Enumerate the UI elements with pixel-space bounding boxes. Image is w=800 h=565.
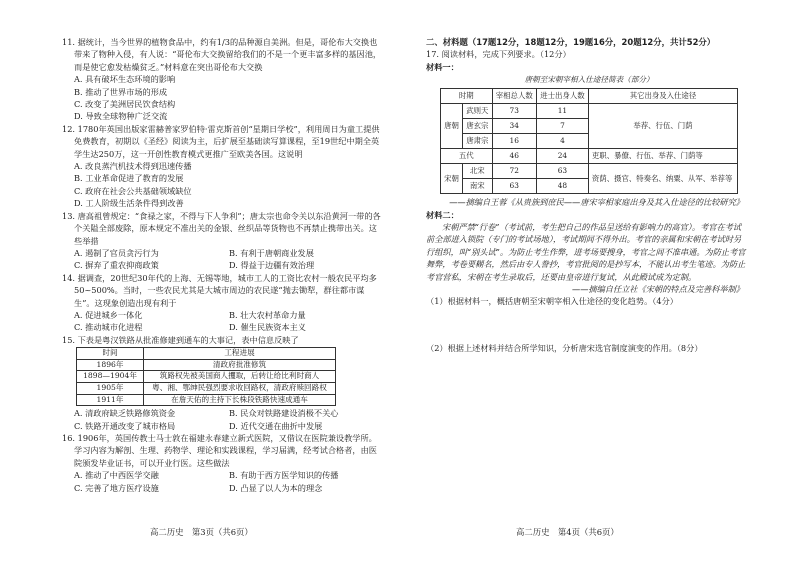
table-cell: 筑路权先被美国商人攫取，后转让给比利时商人	[144, 371, 336, 383]
question-12-option-d: D. 工人阶级生活条件得到改善	[74, 198, 184, 209]
table-row	[77, 371, 336, 383]
table-cell: 粤、湘、鄂绅民强烈要求收回路权，清政府赎回路权	[144, 382, 336, 394]
table-cell: 资荫、摄官、特奏名、纳粟、从军、举荐等	[588, 164, 737, 194]
question-12-option-a: A. 改良蒸汽机技术得到迅速传播	[74, 161, 192, 172]
table-cell: 1905年	[77, 382, 144, 394]
question-14-stem: 14. 据调查，20世纪30年代的上海、无锡等地，城市工人的工资比农村一般农民平均多50~500%。当时，一些农民尤其是大城市周边的农民遂“抛去锄犁，群往都市谋生”。这现象创造出现有利于	[62, 272, 377, 308]
table-header-cell: 时期	[441, 89, 493, 104]
question-12-stem: 12. 1780年英国出版家雷赫普家罗伯特·雷克斯首创“星期日学校”，利用周日为童工提供免费教育，初期以《圣经》阅读为主，后扩展至基础读写算课程，至19世纪中期全英学生达250万，这一开创性教育模式更推广至欧美各国。这说明	[62, 123, 380, 159]
table-cell: 73	[492, 104, 536, 119]
table-row	[77, 382, 336, 394]
question-11	[62, 36, 384, 123]
question-15	[62, 334, 384, 432]
question-11-option-b: B. 推动了世界市场的形成	[74, 86, 168, 97]
question-11-stem: 11. 据统计，当今世界的植物食品中，约有1/3的品种源自美洲。但是，哥伦布大交换也带来了物种入侵，有人说：“哥伦布大交换留给我们的不是一个更丰富多样的基因池，而是使它愈发枯燥贫乏。”材料意在突出哥伦布大交换	[62, 37, 382, 72]
table-cell: 北宋	[463, 164, 493, 179]
page-4-footer: 高二历史 第4页（共6页）	[516, 527, 619, 537]
question-12	[62, 123, 384, 210]
table-cell: 11	[536, 104, 588, 119]
table-cell: 清政府批准修筑	[144, 359, 336, 371]
table-cell: 7	[536, 119, 588, 134]
material-1-source: ——摘编自王蓉《从贵族到庶民——唐宋宰相家庭出身及其入仕途径的比较研究》	[449, 197, 744, 208]
question-13	[62, 210, 384, 272]
table-row	[441, 104, 738, 119]
table-header-cell: 进士出身人数	[536, 89, 588, 104]
question-11-option-c: C. 改变了美洲居民饮食结构	[74, 99, 176, 110]
table-cell: 五代	[441, 149, 493, 164]
table-row	[77, 359, 336, 371]
question-15-option-d: D. 近代交通在曲折中发展	[229, 420, 323, 431]
question-14-option-c: C. 推动城市化进程	[74, 322, 143, 333]
table-row	[441, 149, 738, 164]
material-2-text: 宋朝严禁“行卷”（考试前，考生把自己的作品呈送给有影响力的高官）。考官在考试前全部进入锁院（专门的考试场地），考试期间不得外出。考官的亲属和宋朝在考试时另行组织，叫“别头试”。为防止考生作弊，进考场要搜身，考官之间不准串通。为防止考官舞弊，考卷要糊名，然后由专人誊抄，考官批阅的是抄写本，不能认出考生笔迹。为防止考官营私，宋朝在考生录取后，还要由皇帝进行复试，从此殿试成为定制。	[426, 222, 746, 282]
chancellor-origin-table	[440, 75, 738, 194]
question-15-option-a: A. 清政府缺乏铁路修筑资金	[74, 408, 176, 419]
table-header-cell: 宰相总人数	[492, 89, 536, 104]
table-cell: 72	[492, 164, 536, 179]
table-cell: 34	[492, 119, 536, 134]
question-14-option-b: B. 壮大农村革命力量	[229, 309, 306, 320]
table-cell: 宋朝	[441, 164, 463, 194]
table-cell: 4	[536, 134, 588, 149]
question-16-stem: 16. 1906年，英国传教士马士敦在福建永春建立新式医院，又借议在医院兼设教学所。学习内容为解剖、生理、药物学、理论和实践课程，学习届满，经考试合格者，由医院颁发毕业证书，可以开业行医。这些做法	[62, 432, 377, 468]
question-14	[62, 272, 384, 334]
question-16-option-c: C. 完善了地方医疗设施	[74, 482, 159, 493]
question-13-options-row-2	[62, 259, 384, 271]
question-13-stem: 13. 唐高祖曾规定：“食禄之家，不得与下人争利”；唐太宗也命令关以东沿黄河一带的各个关隘全部废除，原本规定不准出关的金银、丝织品等货物也不再禁止携带出关。这些举措	[62, 210, 381, 246]
table-cell: 46	[492, 149, 536, 164]
question-12-option-b: B. 工业革命促进了教育的发展	[74, 173, 184, 184]
material-1-label: 材料一：	[426, 61, 459, 72]
table-cell: 1911年	[77, 394, 144, 406]
table-cell: 吏职、暴僚、行伍、举荐、门荫等	[588, 149, 737, 164]
question-14-options-row-2	[62, 321, 384, 333]
sub-question-2: （2）根据上述材料并结合所学知识，分析唐宋选官制度演变的作用。（8分）	[426, 342, 703, 353]
page-4-column	[426, 36, 748, 354]
table-row	[77, 394, 336, 406]
table-row	[441, 164, 738, 179]
question-13-option-d: D. 得益于边疆有效治理	[229, 260, 315, 271]
answer-space-1	[426, 308, 748, 342]
table-cell: 唐玄宗	[463, 119, 493, 134]
question-15-stem: 15. 下表是粤汉铁路从批准修建到通车的大事记，表中信息反映了	[62, 334, 299, 345]
question-17-intro: 17. 阅读材料，完成下列要求。（12分）	[426, 49, 571, 60]
question-14-option-a: A. 促进城乡一体化	[74, 309, 143, 320]
table-header-row	[441, 89, 738, 104]
question-16-options-row-2	[62, 482, 384, 494]
table-header-cell: 其它出身及入仕途径	[588, 89, 737, 104]
table-caption: 唐朝至宋朝宰相入仕途径简表（部分）	[524, 75, 654, 85]
table-header-row	[77, 348, 336, 360]
question-11-option-a: A. 具有破坏生态环境的影响	[74, 74, 176, 85]
question-16-options-row-1	[62, 469, 384, 481]
table-header-cell: 时间	[77, 348, 144, 360]
table-cell: 1898—1904年	[77, 371, 144, 383]
question-16-option-b: B. 有助于西方医学知识的传播	[229, 470, 339, 481]
table-cell: 武则天	[463, 104, 493, 119]
question-13-options-row-1	[62, 247, 384, 259]
question-13-option-a: A. 遏制了官员贪污行为	[74, 247, 159, 258]
railway-timeline-table	[76, 347, 336, 406]
table-cell: 唐肃宗	[463, 134, 493, 149]
table-cell: 63	[492, 179, 536, 194]
question-16	[62, 432, 384, 494]
question-14-options-row-1	[62, 309, 384, 321]
question-11-option-d: D. 导致全球物种广泛交流	[74, 111, 168, 122]
table-cell: 南宋	[463, 179, 493, 194]
table-cell: 16	[492, 134, 536, 149]
material-2-source: ——摘编自任立社《宋朝的特点及完善科举制》	[572, 284, 744, 295]
page-3-column	[62, 36, 384, 494]
table-cell: 在詹天佑的主持下长株段铁路快速成通车	[144, 394, 336, 406]
question-13-option-b: B. 有利于唐朝商业发展	[229, 247, 314, 258]
table-cell: 唐朝	[441, 104, 463, 149]
sub-question-1: （1）根据材料一，概括唐朝至宋朝宰相入仕途径的变化趋势。（4分）	[426, 296, 678, 307]
question-15-options-row-1	[62, 407, 384, 419]
question-14-option-d: D. 催生民族资本主义	[229, 322, 306, 333]
question-15-option-c: C. 铁路开通改变了城市格局	[74, 420, 176, 431]
table-cell: 举荐、行伍、门荫	[588, 104, 737, 149]
question-15-options-row-2	[62, 420, 384, 432]
page-3-footer: 高二历史 第3页（共6页）	[150, 527, 253, 537]
table-cell: 48	[536, 179, 588, 194]
question-13-option-c: C. 摒弃了重农抑商政策	[74, 260, 159, 271]
table-cell: 63	[536, 164, 588, 179]
question-12-option-c: C. 政府在社会公共基础领域缺位	[74, 185, 192, 196]
question-16-option-a: A. 推动了中西医学交融	[74, 470, 159, 481]
material-2-label: 材料二：	[426, 209, 459, 220]
table-header-cell: 工程进展	[144, 348, 336, 360]
section-title: 二、材料题（17题12分，18题12分，19题16分，20题12分，共计52分）	[426, 37, 716, 47]
question-16-option-d: D. 凸显了以人为本的理念	[229, 482, 323, 493]
table-cell: 1896年	[77, 359, 144, 371]
table-cell: 24	[536, 149, 588, 164]
question-15-option-b: B. 民众对铁路建设消极不关心	[229, 408, 339, 419]
